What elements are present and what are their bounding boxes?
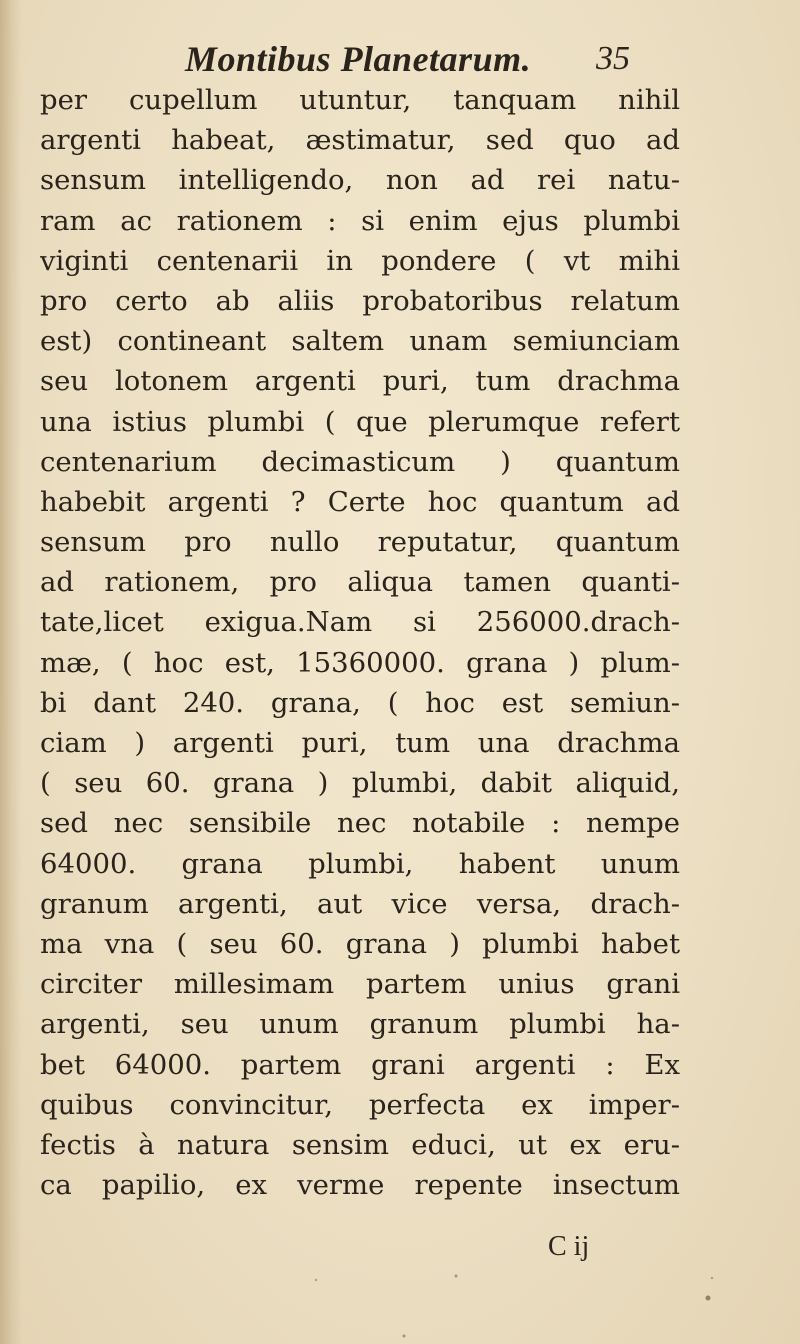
page-header [0, 34, 800, 84]
text-line: pro certo ab aliis probatoribus relatum [40, 284, 680, 317]
text-line: sensum intelligendo, non ad rei natu- [40, 164, 680, 197]
text-line: viginti centenarii in pondere ( vt mihi [40, 244, 680, 277]
text-line: granum argenti, aut vice versa, drach- [40, 887, 680, 920]
running-title: Montibus Planetarum. [185, 39, 532, 79]
text-line: 64000. grana plumbi, habent unum [40, 847, 680, 880]
text-line: tate,licet exigua.Nam si 256000.drach- [40, 606, 680, 639]
text-line: mæ, ( hoc est, 15360000. grana ) plum- [40, 646, 680, 679]
text-line: circiter millesimam partem unius grani [40, 968, 680, 1001]
text-line: argenti habeat, æstimatur, sed quo ad [40, 124, 680, 157]
text-line: ram ac rationem : si enim ejus plumbi [40, 204, 680, 237]
text-line: argenti, seu unum granum plumbi ha- [40, 1008, 680, 1041]
text-line: ma vna ( seu 60. grana ) plumbi habet [40, 927, 680, 960]
text-line: ciam ) argenti puri, tum una drachma [40, 727, 680, 759]
text-line: ca papilio, ex verme repente insectum [40, 1169, 680, 1202]
page-number: 35 [596, 40, 630, 77]
signature-mark: C ij [548, 1231, 590, 1262]
text-line: est) contineant saltem unam semiunciam [40, 325, 680, 358]
text-line: bi dant 240. grana, ( hoc est semiun- [40, 686, 680, 719]
text-line: centenarium decimasticum ) quantum [40, 445, 680, 478]
body-text [40, 80, 680, 1205]
text-line: una istius plumbi ( que plerumque refert [40, 405, 680, 438]
text-line: ad rationem, pro aliqua tamen quanti- [40, 566, 680, 599]
text-line: sed nec sensibile nec notabile : nempe [40, 807, 680, 840]
text-line: sensum pro nullo reputatur, quantum [40, 526, 680, 559]
text-line: quibus convincitur, perfecta ex imper- [40, 1088, 680, 1121]
text-line: ( seu 60. grana ) plumbi, dabit aliquid, [40, 767, 680, 800]
text-line: per cupellum utuntur, tanquam nihil [40, 84, 680, 116]
text-line: bet 64000. partem grani argenti : Ex [40, 1048, 680, 1081]
text-line: habebit argenti ? Certe hoc quantum ad [40, 485, 680, 518]
gutter-shadow [0, 0, 22, 1344]
text-line: fectis à natura sensim educi, ut ex eru- [40, 1128, 680, 1161]
text-line: seu lotonem argenti puri, tum drachma [40, 365, 680, 398]
